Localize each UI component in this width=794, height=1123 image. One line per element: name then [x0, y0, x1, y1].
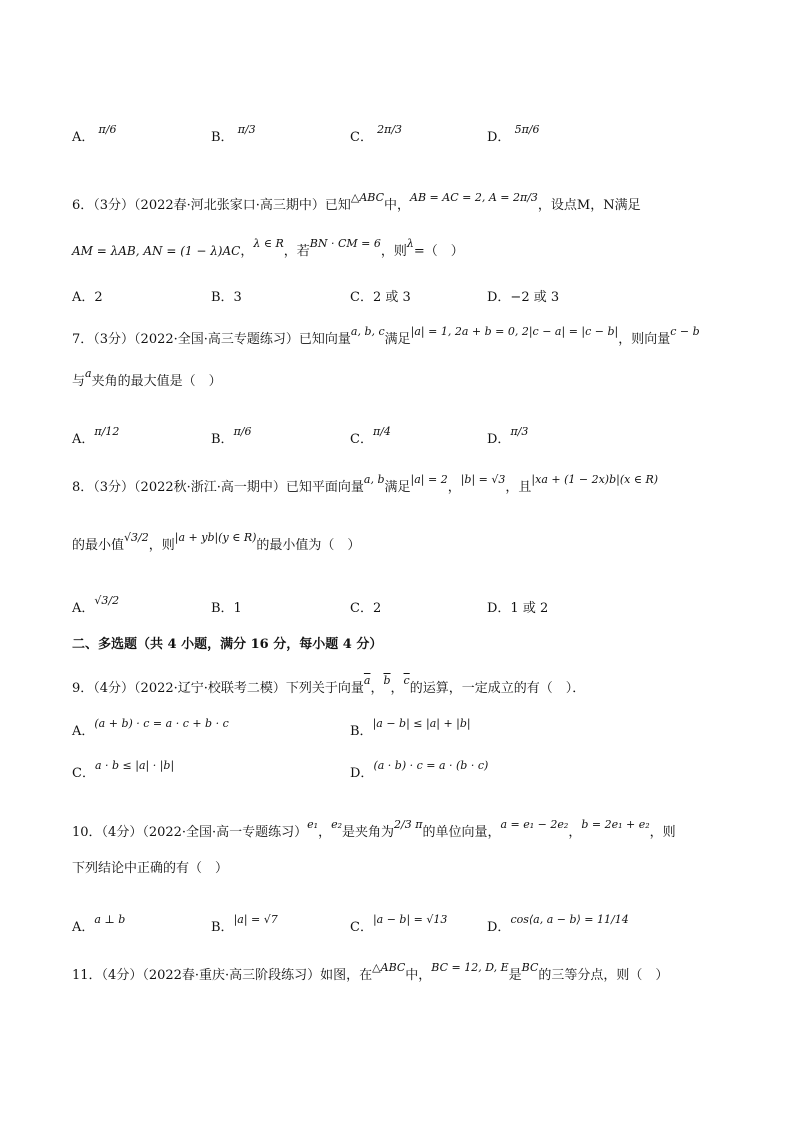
q9-option-a	[72, 717, 229, 739]
q7-option-b	[211, 425, 252, 447]
q10-option-c	[350, 913, 448, 935]
option-letter: B．	[350, 724, 373, 739]
q9-option-d	[350, 759, 489, 781]
question-math: a, b, c	[350, 325, 385, 338]
option-letter: D．	[350, 766, 374, 781]
question-text: 的最小值	[72, 538, 125, 553]
option-letter: A．	[72, 724, 95, 739]
option-letter: D．	[487, 432, 511, 447]
question-math: |b| = √3	[460, 473, 506, 486]
q8-line2	[72, 531, 722, 553]
q9-line1: 9．（4分）（2022·辽宁·校联考二模）下列关于向量$^{\overline{a}}$，$^{\overline{b}}$，$^{\overline{c}}$的运算，一定成立的有（ ）．	[72, 674, 586, 696]
question-math: b = 2e₁ + e₂	[581, 818, 650, 831]
q6-option-a: A．2	[72, 290, 103, 305]
question-text: 中，	[405, 968, 432, 983]
option-math: cos⟨a, a − b⟩ = 11/14	[510, 913, 629, 926]
question-math: a = e₁ − 2e₂	[500, 818, 569, 831]
q9-option-b	[350, 717, 471, 739]
question-text: 的运算，一定成立的有（ ）．	[409, 681, 586, 696]
question-text: 满足	[384, 480, 411, 495]
q5-option-d	[487, 123, 540, 145]
option-math: |a − b| = √13	[372, 913, 448, 926]
option-math: a · b ≤ |a| · |b|	[94, 759, 175, 772]
option-letter: A．	[72, 432, 95, 447]
q7-line1	[72, 325, 722, 347]
q10-option-b	[211, 913, 278, 935]
option-letter: B．	[211, 920, 234, 935]
option-letter: A．	[72, 601, 95, 616]
question-text: =（ ）	[413, 244, 464, 259]
question-text: 7．（3分）（2022·全国·高三专题练习）已知向量	[72, 332, 351, 347]
option-letter: B．	[211, 130, 234, 145]
question-math: BN · CM = 6	[309, 237, 381, 250]
question-text: ，则向量	[618, 332, 671, 347]
question-math: AM = λAB, AN = (1 − λ)AC	[72, 244, 241, 258]
q8-option-d: D．1 或 2	[487, 601, 549, 616]
question-text: 夹角的最大值是（ ）	[91, 374, 222, 389]
q5-option-a	[72, 123, 117, 145]
question-math: b	[383, 674, 391, 687]
question-math: |a + yb|(y ∈ R)	[174, 531, 257, 544]
question-math: |xa + (1 − 2x)b|(x ∈ R)	[531, 473, 659, 486]
q6-line2	[72, 237, 722, 259]
option-math: π/6	[98, 123, 117, 136]
q7-line2	[72, 367, 722, 389]
question-math: λ ∈ R	[253, 237, 284, 250]
option-letter: D．	[487, 920, 511, 935]
question-text: ，则	[148, 538, 175, 553]
question-math: e₁	[307, 818, 319, 831]
q10-line2: 下列结论中正确的有（ ）	[72, 861, 229, 876]
option-math: (a · b) · c = a · (b · c)	[373, 759, 489, 772]
option-letter: A．	[72, 920, 95, 935]
q6-option-d: D．−2 或 3	[487, 290, 560, 305]
question-math: λ	[406, 237, 414, 250]
question-math: a	[85, 367, 92, 380]
question-text: 的最小值为（ ）	[256, 538, 361, 553]
q8-option-b: B．1	[211, 601, 242, 616]
question-text: 的三等分点，则（ ）	[538, 968, 669, 983]
option-letter: C．	[72, 766, 95, 781]
q7-option-c	[350, 425, 391, 447]
option-math: π/4	[372, 425, 391, 438]
option-math: π/3	[237, 123, 256, 136]
option-math: π/12	[94, 425, 120, 438]
question-math: BC	[521, 961, 539, 974]
option-math: 5π/6	[514, 123, 540, 136]
q5-option-b	[211, 123, 256, 145]
option-letter: D．	[487, 130, 511, 145]
option-letter: C．	[350, 920, 373, 935]
q7-option-a	[72, 425, 120, 447]
question-text: ，	[447, 480, 461, 495]
question-math: √3/2	[124, 531, 149, 544]
option-math: 2π/3	[377, 123, 403, 136]
question-text: 满足	[384, 332, 411, 347]
q6-option-b: B．3	[211, 290, 242, 305]
question-math: BC = 12, D, E	[431, 961, 509, 974]
question-text: ，且	[505, 480, 532, 495]
question-text: ，若	[283, 244, 310, 259]
question-text: ，则	[649, 825, 676, 840]
option-math: |a| = √7	[233, 913, 278, 926]
section-heading: 二、多选题（共 4 小题，满分 16 分，每小题 4 分）	[72, 637, 383, 652]
question-text: ，	[318, 825, 332, 840]
question-text: 是夹角为	[342, 825, 395, 840]
q6-line1	[72, 191, 722, 213]
question-text: ，	[240, 244, 254, 259]
q5-option-c	[350, 123, 403, 145]
option-math: π/3	[510, 425, 529, 438]
option-letter: C．	[350, 432, 373, 447]
question-math: c − b	[670, 325, 700, 338]
question-text: 9．（4分）（2022·辽宁·校联考二模）下列关于向量	[72, 681, 364, 696]
option-math: |a − b| ≤ |a| + |b|	[372, 717, 471, 730]
question-math: |a| = 2	[410, 473, 448, 486]
q11-line1	[72, 961, 722, 983]
question-text: ，设点M，N满足	[537, 198, 641, 213]
question-math: e₂	[331, 818, 343, 831]
q8-option-a	[72, 594, 120, 616]
question-text: ，则	[380, 244, 407, 259]
q6-option-c: C．2 或 3	[350, 290, 411, 305]
option-math: √3/2	[94, 594, 120, 607]
q10-option-a	[72, 913, 126, 935]
q10-option-d	[487, 913, 629, 935]
q8-line1	[72, 473, 722, 495]
option-letter: A．	[72, 130, 95, 145]
question-math: c	[403, 674, 410, 687]
q7-option-d	[487, 425, 529, 447]
question-math: a, b	[363, 473, 385, 486]
option-math: (a + b) · c = a · c + b · c	[94, 717, 229, 730]
question-math: △ABC	[350, 191, 385, 204]
q9-option-c	[72, 759, 175, 781]
question-text: 中，	[384, 198, 411, 213]
option-math: a ⊥ b	[94, 913, 126, 926]
question-text: 8．（3分）（2022秋·浙江·高一期中）已知平面向量	[72, 480, 364, 495]
question-text: 6．（3分）（2022春·河北张家口·高三期中）已知	[72, 198, 351, 213]
question-math: |a| = 1, 2a + b = 0, 2|c − a| = |c − b|	[410, 325, 619, 338]
q8-option-c: C．2	[350, 601, 382, 616]
question-math: △ABC	[372, 961, 406, 974]
question-text: 10．（4分）（2022·全国·高一专题练习）	[72, 825, 308, 840]
question-text: 11．（4分）（2022春·重庆·高三阶段练习）如图，在	[72, 968, 373, 983]
question-text: 是	[508, 968, 522, 983]
option-letter: B．	[211, 432, 234, 447]
question-text: 的单位向量，	[422, 825, 501, 840]
option-math: π/6	[233, 425, 252, 438]
question-math: AB = AC = 2, A = 2π/3	[410, 191, 538, 204]
question-text: 与	[72, 374, 86, 389]
option-letter: C．	[350, 130, 373, 145]
question-math: 2/3 π	[394, 818, 423, 831]
question-math: a	[363, 674, 371, 687]
q10-line1: 10．（4分）（2022·全国·高一专题练习）$^{e_1}$，$^{e_2}$是夹角为$^{2/3 \pi}$的单位向量，$^{a = e_1 - 2e_2}$，$^{b = 2e_1 + e_2}$，则	[72, 818, 676, 840]
